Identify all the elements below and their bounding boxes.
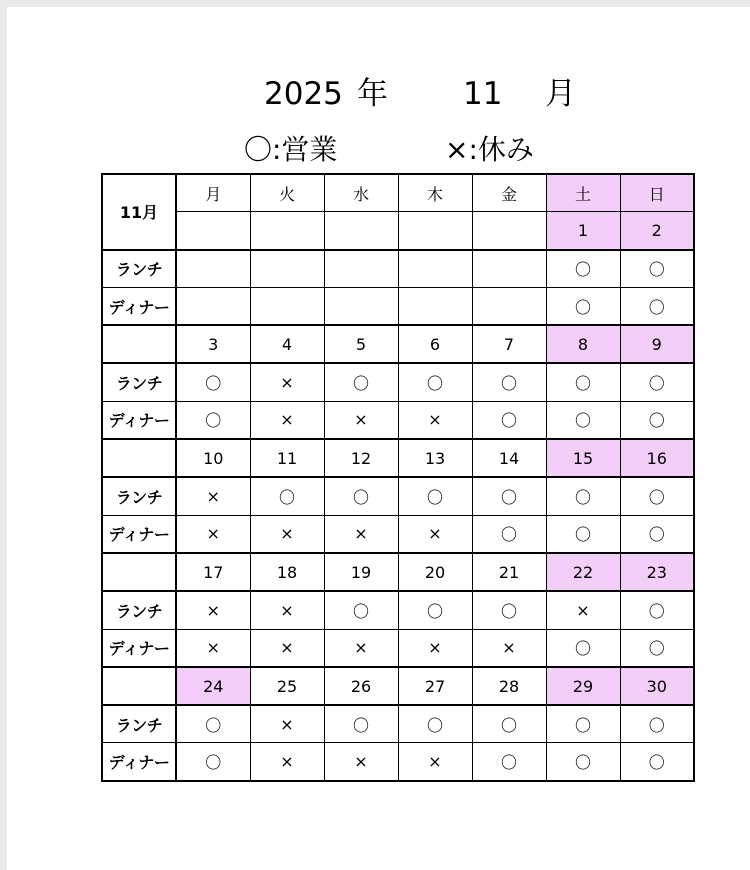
date-cell: 12: [324, 439, 398, 477]
dinner-status-cell: ×: [398, 401, 472, 439]
date-row-label: [102, 667, 176, 705]
date-row: [102, 439, 694, 477]
date-row-label: [102, 439, 176, 477]
dinner-status-cell: 〇: [620, 515, 694, 553]
date-cell: 20: [398, 553, 472, 591]
dinner-status-cell: 〇: [546, 401, 620, 439]
weekday-sat: 土: [546, 174, 620, 212]
dinner-status-cell: 〇: [620, 743, 694, 781]
lunch-status-cell: 〇: [324, 705, 398, 743]
title-month: 11: [463, 76, 503, 112]
date-cell: 17: [176, 553, 250, 591]
date-row: [102, 325, 694, 363]
lunch-row: [102, 250, 694, 288]
date-row: [102, 553, 694, 591]
dinner-status-cell: ×: [398, 515, 472, 553]
date-cell: 4: [250, 325, 324, 363]
date-cell: 15: [546, 439, 620, 477]
legend-open: 〇:営業: [244, 133, 338, 166]
lunch-label: ランチ: [102, 591, 176, 629]
date-row-label: [102, 325, 176, 363]
business-calendar-table: [101, 173, 695, 782]
date-cell: [324, 212, 398, 250]
dinner-status-cell: 〇: [472, 743, 546, 781]
date-cell: 16: [620, 439, 694, 477]
date-cell: 28: [472, 667, 546, 705]
lunch-status-cell: [324, 250, 398, 288]
lunch-status-cell: [250, 250, 324, 288]
date-cell: [176, 212, 250, 250]
dinner-label: ディナー: [102, 629, 176, 667]
page-title: [0, 76, 750, 112]
lunch-status-cell: 〇: [620, 591, 694, 629]
date-row: [102, 212, 694, 250]
dinner-status-cell: 〇: [472, 401, 546, 439]
title-year: 2025: [264, 76, 343, 112]
dinner-status-cell: [176, 287, 250, 325]
date-row-label: [102, 553, 176, 591]
date-cell: 3: [176, 325, 250, 363]
dinner-status-cell: 〇: [546, 743, 620, 781]
lunch-status-cell: 〇: [546, 705, 620, 743]
dinner-status-cell: ×: [250, 743, 324, 781]
dinner-status-cell: ×: [398, 629, 472, 667]
dinner-status-cell: ×: [176, 515, 250, 553]
lunch-status-cell: [472, 250, 546, 288]
date-cell: 10: [176, 439, 250, 477]
dinner-status-cell: ×: [250, 515, 324, 553]
dinner-row: [102, 743, 694, 781]
dinner-status-cell: 〇: [472, 515, 546, 553]
dinner-status-cell: ×: [324, 629, 398, 667]
lunch-status-cell: 〇: [472, 705, 546, 743]
date-cell: 22: [546, 553, 620, 591]
date-cell: 25: [250, 667, 324, 705]
lunch-status-cell: ×: [176, 591, 250, 629]
lunch-status-cell: 〇: [324, 477, 398, 515]
title-year-suffix: 年: [357, 76, 388, 112]
lunch-label: ランチ: [102, 363, 176, 401]
lunch-label: ランチ: [102, 250, 176, 288]
dinner-status-cell: ×: [472, 629, 546, 667]
dinner-status-cell: ×: [250, 629, 324, 667]
legend: [0, 132, 750, 168]
dinner-status-cell: 〇: [620, 287, 694, 325]
dinner-status-cell: ×: [324, 743, 398, 781]
date-cell: 29: [546, 667, 620, 705]
lunch-status-cell: 〇: [620, 705, 694, 743]
dinner-row: [102, 629, 694, 667]
date-cell: [250, 212, 324, 250]
weekday-header-row: [102, 174, 694, 212]
lunch-status-cell: ×: [250, 705, 324, 743]
dinner-status-cell: ×: [176, 629, 250, 667]
date-cell: 24: [176, 667, 250, 705]
dinner-status-cell: ×: [250, 401, 324, 439]
lunch-status-cell: 〇: [398, 477, 472, 515]
date-row: [102, 667, 694, 705]
lunch-row: [102, 705, 694, 743]
dinner-status-cell: [250, 287, 324, 325]
lunch-status-cell: 〇: [546, 363, 620, 401]
lunch-status-cell: 〇: [398, 705, 472, 743]
legend-closed: ×:休み: [445, 133, 534, 166]
date-cell: [472, 212, 546, 250]
dinner-status-cell: 〇: [620, 629, 694, 667]
date-cell: 9: [620, 325, 694, 363]
lunch-status-cell: 〇: [398, 363, 472, 401]
date-cell: [398, 212, 472, 250]
date-cell: 18: [250, 553, 324, 591]
dinner-status-cell: [398, 287, 472, 325]
dinner-label: ディナー: [102, 743, 176, 781]
dinner-status-cell: 〇: [546, 515, 620, 553]
lunch-row: [102, 477, 694, 515]
lunch-status-cell: 〇: [250, 477, 324, 515]
dinner-status-cell: [472, 287, 546, 325]
dinner-row: [102, 515, 694, 553]
lunch-status-cell: 〇: [324, 363, 398, 401]
lunch-status-cell: ×: [250, 591, 324, 629]
dinner-status-cell: ×: [324, 401, 398, 439]
weekday-thu: 木: [398, 174, 472, 212]
lunch-status-cell: 〇: [398, 591, 472, 629]
date-cell: 26: [324, 667, 398, 705]
lunch-label: ランチ: [102, 705, 176, 743]
date-cell: 19: [324, 553, 398, 591]
date-cell: 27: [398, 667, 472, 705]
dinner-label: ディナー: [102, 401, 176, 439]
date-cell: 2: [620, 212, 694, 250]
lunch-status-cell: ×: [176, 477, 250, 515]
date-cell: 1: [546, 212, 620, 250]
date-cell: 23: [620, 553, 694, 591]
date-cell: 5: [324, 325, 398, 363]
date-cell: 11: [250, 439, 324, 477]
lunch-status-cell: 〇: [620, 250, 694, 288]
dinner-label: ディナー: [102, 515, 176, 553]
date-cell: 13: [398, 439, 472, 477]
dinner-status-cell: 〇: [176, 743, 250, 781]
lunch-status-cell: 〇: [324, 591, 398, 629]
weekday-fri: 金: [472, 174, 546, 212]
lunch-status-cell: 〇: [472, 363, 546, 401]
date-cell: 8: [546, 325, 620, 363]
lunch-status-cell: ×: [546, 591, 620, 629]
lunch-row: [102, 363, 694, 401]
title-month-suffix: 月: [545, 76, 576, 112]
date-cell: 14: [472, 439, 546, 477]
dinner-status-cell: 〇: [620, 401, 694, 439]
weekday-sun: 日: [620, 174, 694, 212]
dinner-label: ディナー: [102, 287, 176, 325]
dinner-status-cell: 〇: [546, 287, 620, 325]
lunch-status-cell: 〇: [176, 363, 250, 401]
lunch-status-cell: 〇: [620, 363, 694, 401]
dinner-row: [102, 401, 694, 439]
lunch-status-cell: 〇: [620, 477, 694, 515]
lunch-status-cell: 〇: [546, 477, 620, 515]
lunch-status-cell: [398, 250, 472, 288]
weekday-wed: 水: [324, 174, 398, 212]
lunch-status-cell: 〇: [472, 477, 546, 515]
date-cell: 30: [620, 667, 694, 705]
lunch-status-cell: [176, 250, 250, 288]
month-label: 11月: [102, 174, 176, 250]
lunch-label: ランチ: [102, 477, 176, 515]
lunch-row: [102, 591, 694, 629]
date-cell: 7: [472, 325, 546, 363]
date-cell: 6: [398, 325, 472, 363]
dinner-status-cell: 〇: [176, 401, 250, 439]
lunch-status-cell: 〇: [176, 705, 250, 743]
date-cell: 21: [472, 553, 546, 591]
lunch-status-cell: ×: [250, 363, 324, 401]
dinner-status-cell: 〇: [546, 629, 620, 667]
weekday-tue: 火: [250, 174, 324, 212]
lunch-status-cell: 〇: [472, 591, 546, 629]
weekday-mon: 月: [176, 174, 250, 212]
dinner-status-cell: [324, 287, 398, 325]
dinner-status-cell: ×: [324, 515, 398, 553]
dinner-row: [102, 287, 694, 325]
lunch-status-cell: 〇: [546, 250, 620, 288]
dinner-status-cell: ×: [398, 743, 472, 781]
